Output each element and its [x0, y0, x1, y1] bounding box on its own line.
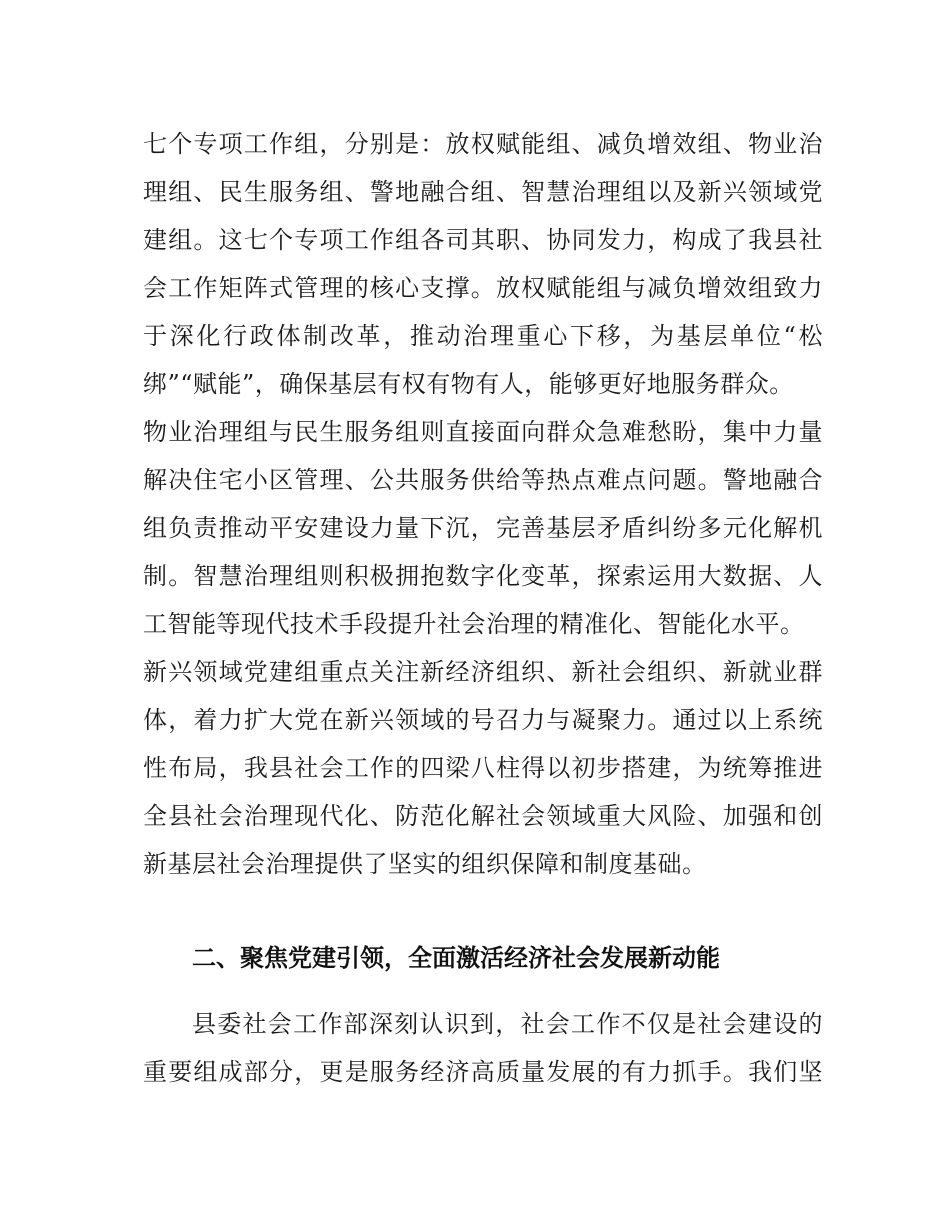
paragraph-line: 七个专项工作组，分别是：放权赋能组、减负增效组、物业治 [143, 130, 823, 158]
paragraph-line: 会工作矩阵式管理的核心支撑。放权赋能组与减负增效组致力 [143, 274, 823, 302]
paragraph-line: 制。智慧治理组则积极拥抱数字化变革，探索运用大数据、人 [143, 562, 823, 590]
paragraph-line: 全县社会治理现代化、防范化解社会领域重大风险、加强和创 [143, 802, 823, 830]
paragraph-line: 性布局，我县社会工作的四梁八柱得以初步搭建，为统筹推进 [143, 754, 823, 782]
paragraph-line: 理组、民生服务组、警地融合组、智慧治理组以及新兴领域党 [143, 178, 823, 206]
section-heading: 二、聚焦党建引领，全面激活经济社会发展新动能 [192, 944, 720, 972]
paragraph-line: 解决住宅小区管理、公共服务供给等热点难点问题。警地融合 [143, 466, 823, 494]
paragraph-line: 于深化行政体制改革，推动治理重心下移，为基层单位“松 [143, 322, 823, 350]
paragraph-line: 组负责推动平安建设力量下沉，完善基层矛盾纠纷多元化解机 [143, 514, 823, 542]
paragraph-line: 工智能等现代技术手段提升社会治理的精准化、智能化水平。 [143, 610, 805, 638]
paragraph-line: 新基层社会治理提供了坚实的组织保障和制度基础。 [143, 850, 707, 878]
paragraph-line: 重要组成部分，更是服务经济高质量发展的有力抓手。我们坚 [143, 1058, 823, 1086]
paragraph-line: 绑”“赋能”，确保基层有权有物有人，能够更好地服务群众。 [143, 370, 794, 398]
paragraph-line: 建组。这七个专项工作组各司其职、协同发力，构成了我县社 [143, 226, 823, 254]
paragraph-line: 县委社会工作部深刻认识到，社会工作不仅是社会建设的 [192, 1010, 823, 1038]
paragraph-line: 新兴领域党建组重点关注新经济组织、新社会组织、新就业群 [143, 658, 823, 686]
paragraph-line: 物业治理组与民生服务组则直接面向群众急难愁盼，集中力量 [143, 418, 823, 446]
paragraph-line: 体，着力扩大党在新兴领域的号召力与凝聚力。通过以上系统 [143, 706, 823, 734]
